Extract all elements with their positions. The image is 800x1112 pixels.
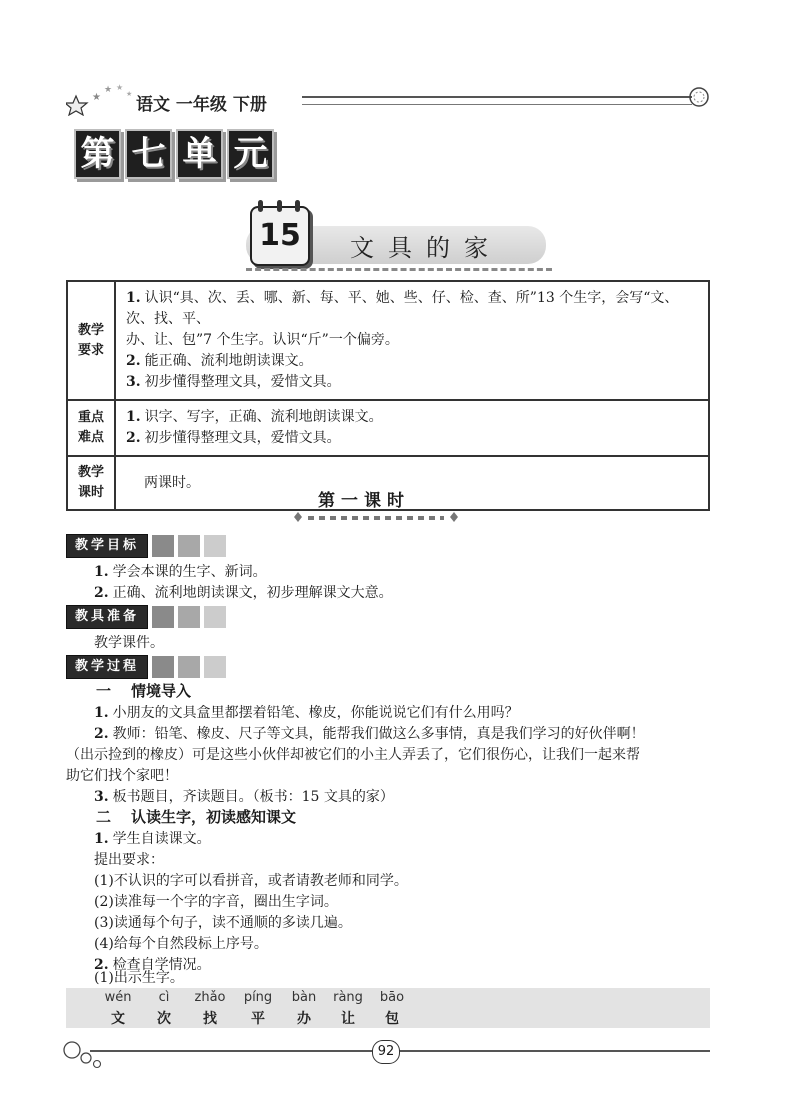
first-class-heading: 第一课时: [318, 491, 410, 511]
teaching-tools-section-label: 教具准备: [66, 606, 226, 628]
requirement-item: (4)给每个自然段标上序号。: [94, 936, 268, 952]
requirements-intro: 提出要求：: [94, 852, 164, 868]
footer-bubbles-decoration: [62, 1036, 108, 1072]
tools-text: 教学课件。: [94, 635, 164, 651]
key-points-content: 1. 识字、写字，正确、流利地朗读课文。 2. 初步懂得整理文具，爱惜文具。: [115, 400, 709, 456]
teaching-process-section-label: 教学过程: [66, 656, 226, 678]
header-circle-icon: [688, 86, 710, 108]
unit-banner: [74, 129, 274, 179]
process-item: 1. 学生自读课文。: [94, 831, 211, 847]
requirement-item: (1)不认识的字可以看拼音，或者请教老师和同学。: [94, 873, 408, 889]
lesson-objectives-table: [66, 280, 710, 511]
part1-heading: 一 情境导入: [96, 682, 192, 700]
teaching-requirements-label: 教学 要求: [67, 281, 115, 400]
requirement-item: (2)读准每一个字的字音，圈出生字词。: [94, 894, 338, 910]
table-row: [67, 281, 709, 400]
svg-text:★: ★: [116, 83, 124, 92]
header-stars-decoration: [66, 82, 138, 116]
unit-char: 元: [227, 129, 274, 179]
svg-text:★: ★: [92, 92, 101, 103]
svg-text:★: ★: [104, 85, 113, 95]
class-hours-label: 教学 课时: [67, 456, 115, 510]
footer-rule: [90, 1050, 710, 1052]
process-item: 2. 教师：铅笔、橡皮、尺子等文具，能帮我们做这么多事情，真是我们学习的好伙伴啊！: [94, 726, 645, 742]
unit-char: 第: [74, 129, 121, 179]
svg-text:★: ★: [126, 90, 133, 98]
key-points-label: 重点 难点: [67, 400, 115, 456]
pinyin-char: bāo 包: [379, 990, 405, 1027]
pinyin-char: wén 文: [104, 990, 132, 1027]
page-number: 92: [372, 1040, 400, 1064]
process-item: 1. 小朋友的文具盒里都摆着铅笔、橡皮，你能说说它们有什么用吗？: [94, 705, 519, 721]
process-subitem: (1)出示生字。: [94, 970, 184, 986]
pinyin-char: cì 次: [157, 990, 171, 1027]
teaching-requirements-content: 1. 认识“具、次、丢、哪、新、每、平、她、些、仔、检、查、所”13 个生字，会写“文、次、找、平、 办、让、包”7 个生字。认识“斤”一个偏旁。 2. 能正确、流利地朗读课文。 3. 初步懂得整理文具，爱惜文具。: [115, 281, 709, 400]
calendar-rings-icon: [258, 200, 300, 210]
pinyin-char: bàn 办: [291, 990, 317, 1027]
lesson-dashed-rule: [246, 268, 552, 271]
table-row: [67, 400, 709, 456]
first-class-dashed-rule: [292, 510, 462, 524]
pinyin-char: ràng 让: [333, 990, 363, 1027]
process-item-continued: 助它们找个家吧！: [66, 768, 178, 784]
part2-heading: 二 认读生字，初读感知课文: [96, 808, 297, 826]
pinyin-char: zhǎo 找: [194, 990, 226, 1027]
goal-item: 2. 正确、流利地朗读课文，初步理解课文大意。: [94, 585, 393, 601]
pinyin-char: píng 平: [243, 990, 273, 1027]
class-hours-content: 两课时。: [115, 456, 709, 510]
lesson-number-calendar-icon: 15: [250, 206, 310, 266]
process-item: 2. 检查自学情况。: [94, 957, 211, 973]
new-characters-pinyin-strip: [66, 988, 710, 1028]
process-item-continued: （出示捡到的橡皮）可是这些小伙伴却被它们的小主人弄丢了，它们很伤心，让我们一起来帮: [66, 747, 640, 763]
goal-item: 1. 学会本课的生字、新词。: [94, 564, 267, 580]
unit-char: 单: [176, 129, 223, 179]
header-rule: [302, 96, 692, 105]
lesson-title: 文具的家: [350, 234, 502, 262]
teaching-goals-section-label: 教学目标: [66, 535, 226, 557]
unit-char: 七: [125, 129, 172, 179]
requirement-item: (3)读通每个句子，读不通顺的多读几遍。: [94, 915, 352, 931]
header-title: 语文 一年级 下册: [136, 95, 267, 115]
process-item: 3. 板书题目，齐读题目。（板书：15 文具的家）: [94, 789, 394, 805]
